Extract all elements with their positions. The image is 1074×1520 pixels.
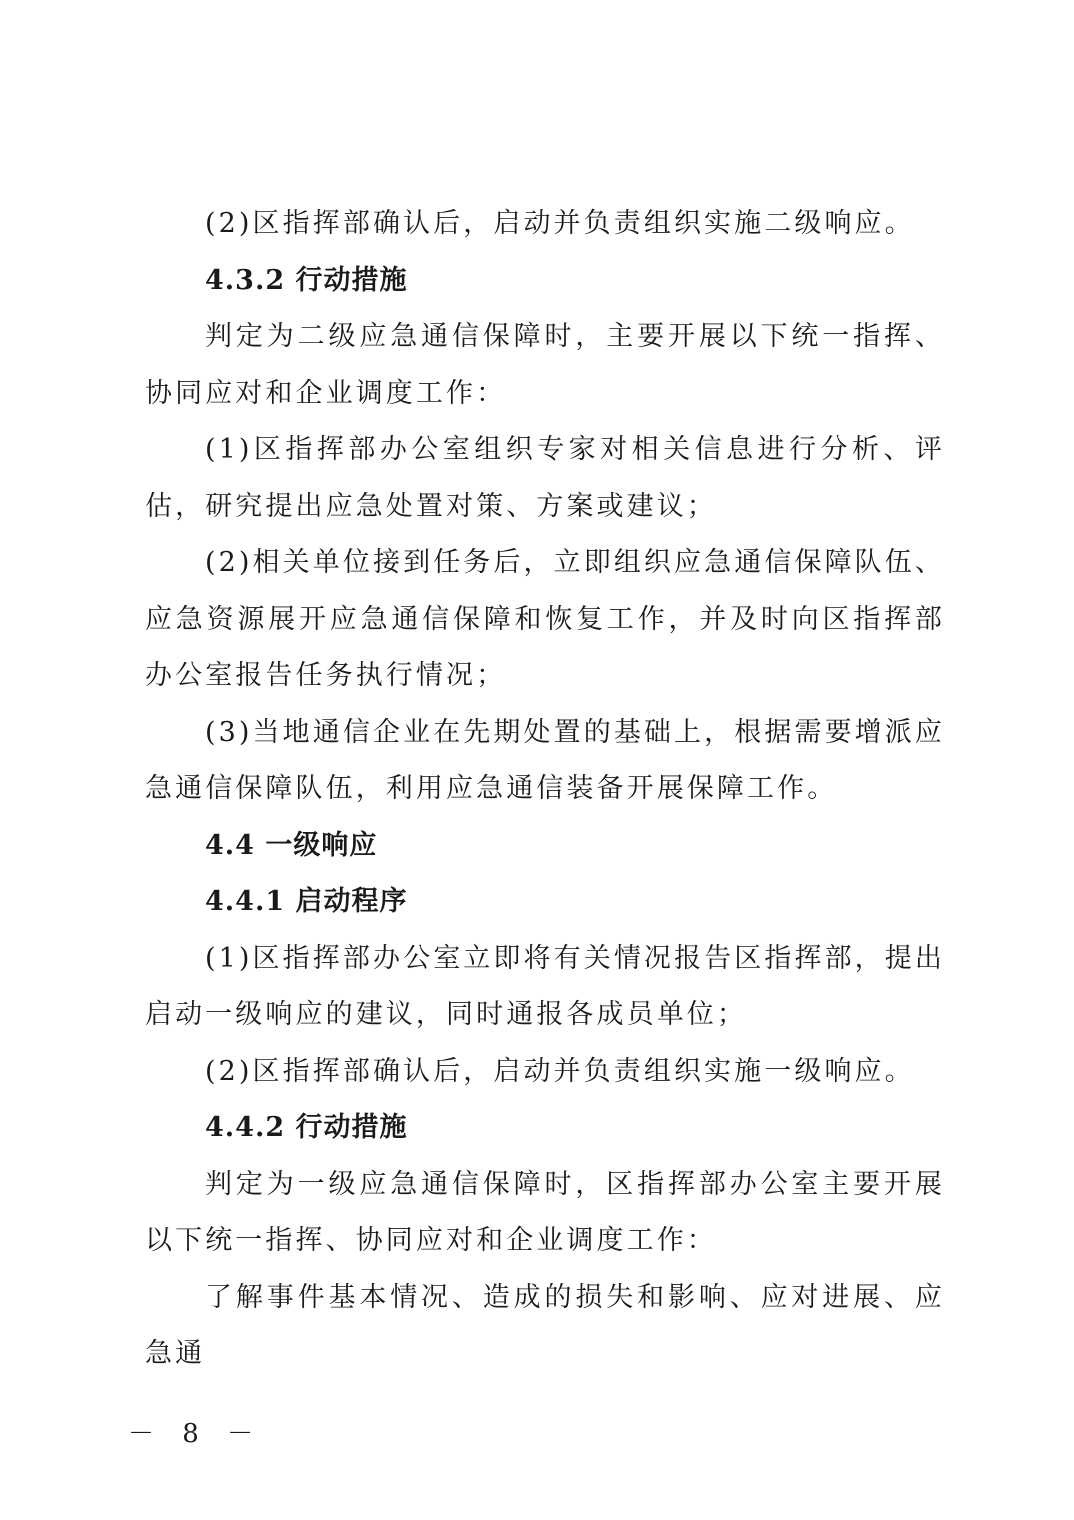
paragraph-primary-start-2: (2)区指挥部确认后，启动并负责组织实施一级响应。	[205, 1055, 915, 1087]
paragraph-primary-measures-detail: 了解事件基本情况、造成的损失和影响、应对进展、应急通	[145, 1281, 945, 1369]
paragraph-secondary-measures-intro: 判定为二级应急通信保障时，主要开展以下统一指挥、协同应对和企业调度工作：	[145, 321, 945, 409]
paragraph-primary-start-1: (1)区指挥部办公室立即将有关情况报告区指挥部，提出启动一级响应的建议，同时通报各成员单位；	[145, 942, 945, 1030]
paragraph-measure-2: (2)相关单位接到任务后，立即组织应急通信保障队伍、应急资源展开应急通信保障和恢复工作，并及时向区指挥部办公室报告任务执行情况；	[145, 547, 945, 691]
section-heading-4-4: 4.4 一级响应	[205, 829, 378, 861]
section-heading-4-4-1: 4.4.1 启动程序	[205, 886, 408, 917]
paragraph-measure-3: (3)当地通信企业在先期处置的基础上，根据需要增派应急通信保障队伍，利用应急通信装备开展保障工作。	[145, 716, 945, 804]
section-heading-4-4-2: 4.4.2 行动措施	[205, 1112, 408, 1143]
page-number: － 8 －	[128, 1419, 264, 1449]
section-heading-4-3-2: 4.3.2 行动措施	[205, 264, 408, 296]
paragraph-measure-1: (1)区指挥部办公室组织专家对相关信息进行分析、评估，研究提出应急处置对策、方案或建议；	[145, 434, 945, 522]
document-body	[145, 196, 945, 1383]
paragraph-secondary-response-confirm: (2)区指挥部确认后，启动并负责组织实施二级响应。	[205, 208, 915, 239]
paragraph-primary-measures-intro: 判定为一级应急通信保障时，区指挥部办公室主要开展以下统一指挥、协同应对和企业调度工作：	[145, 1168, 945, 1256]
